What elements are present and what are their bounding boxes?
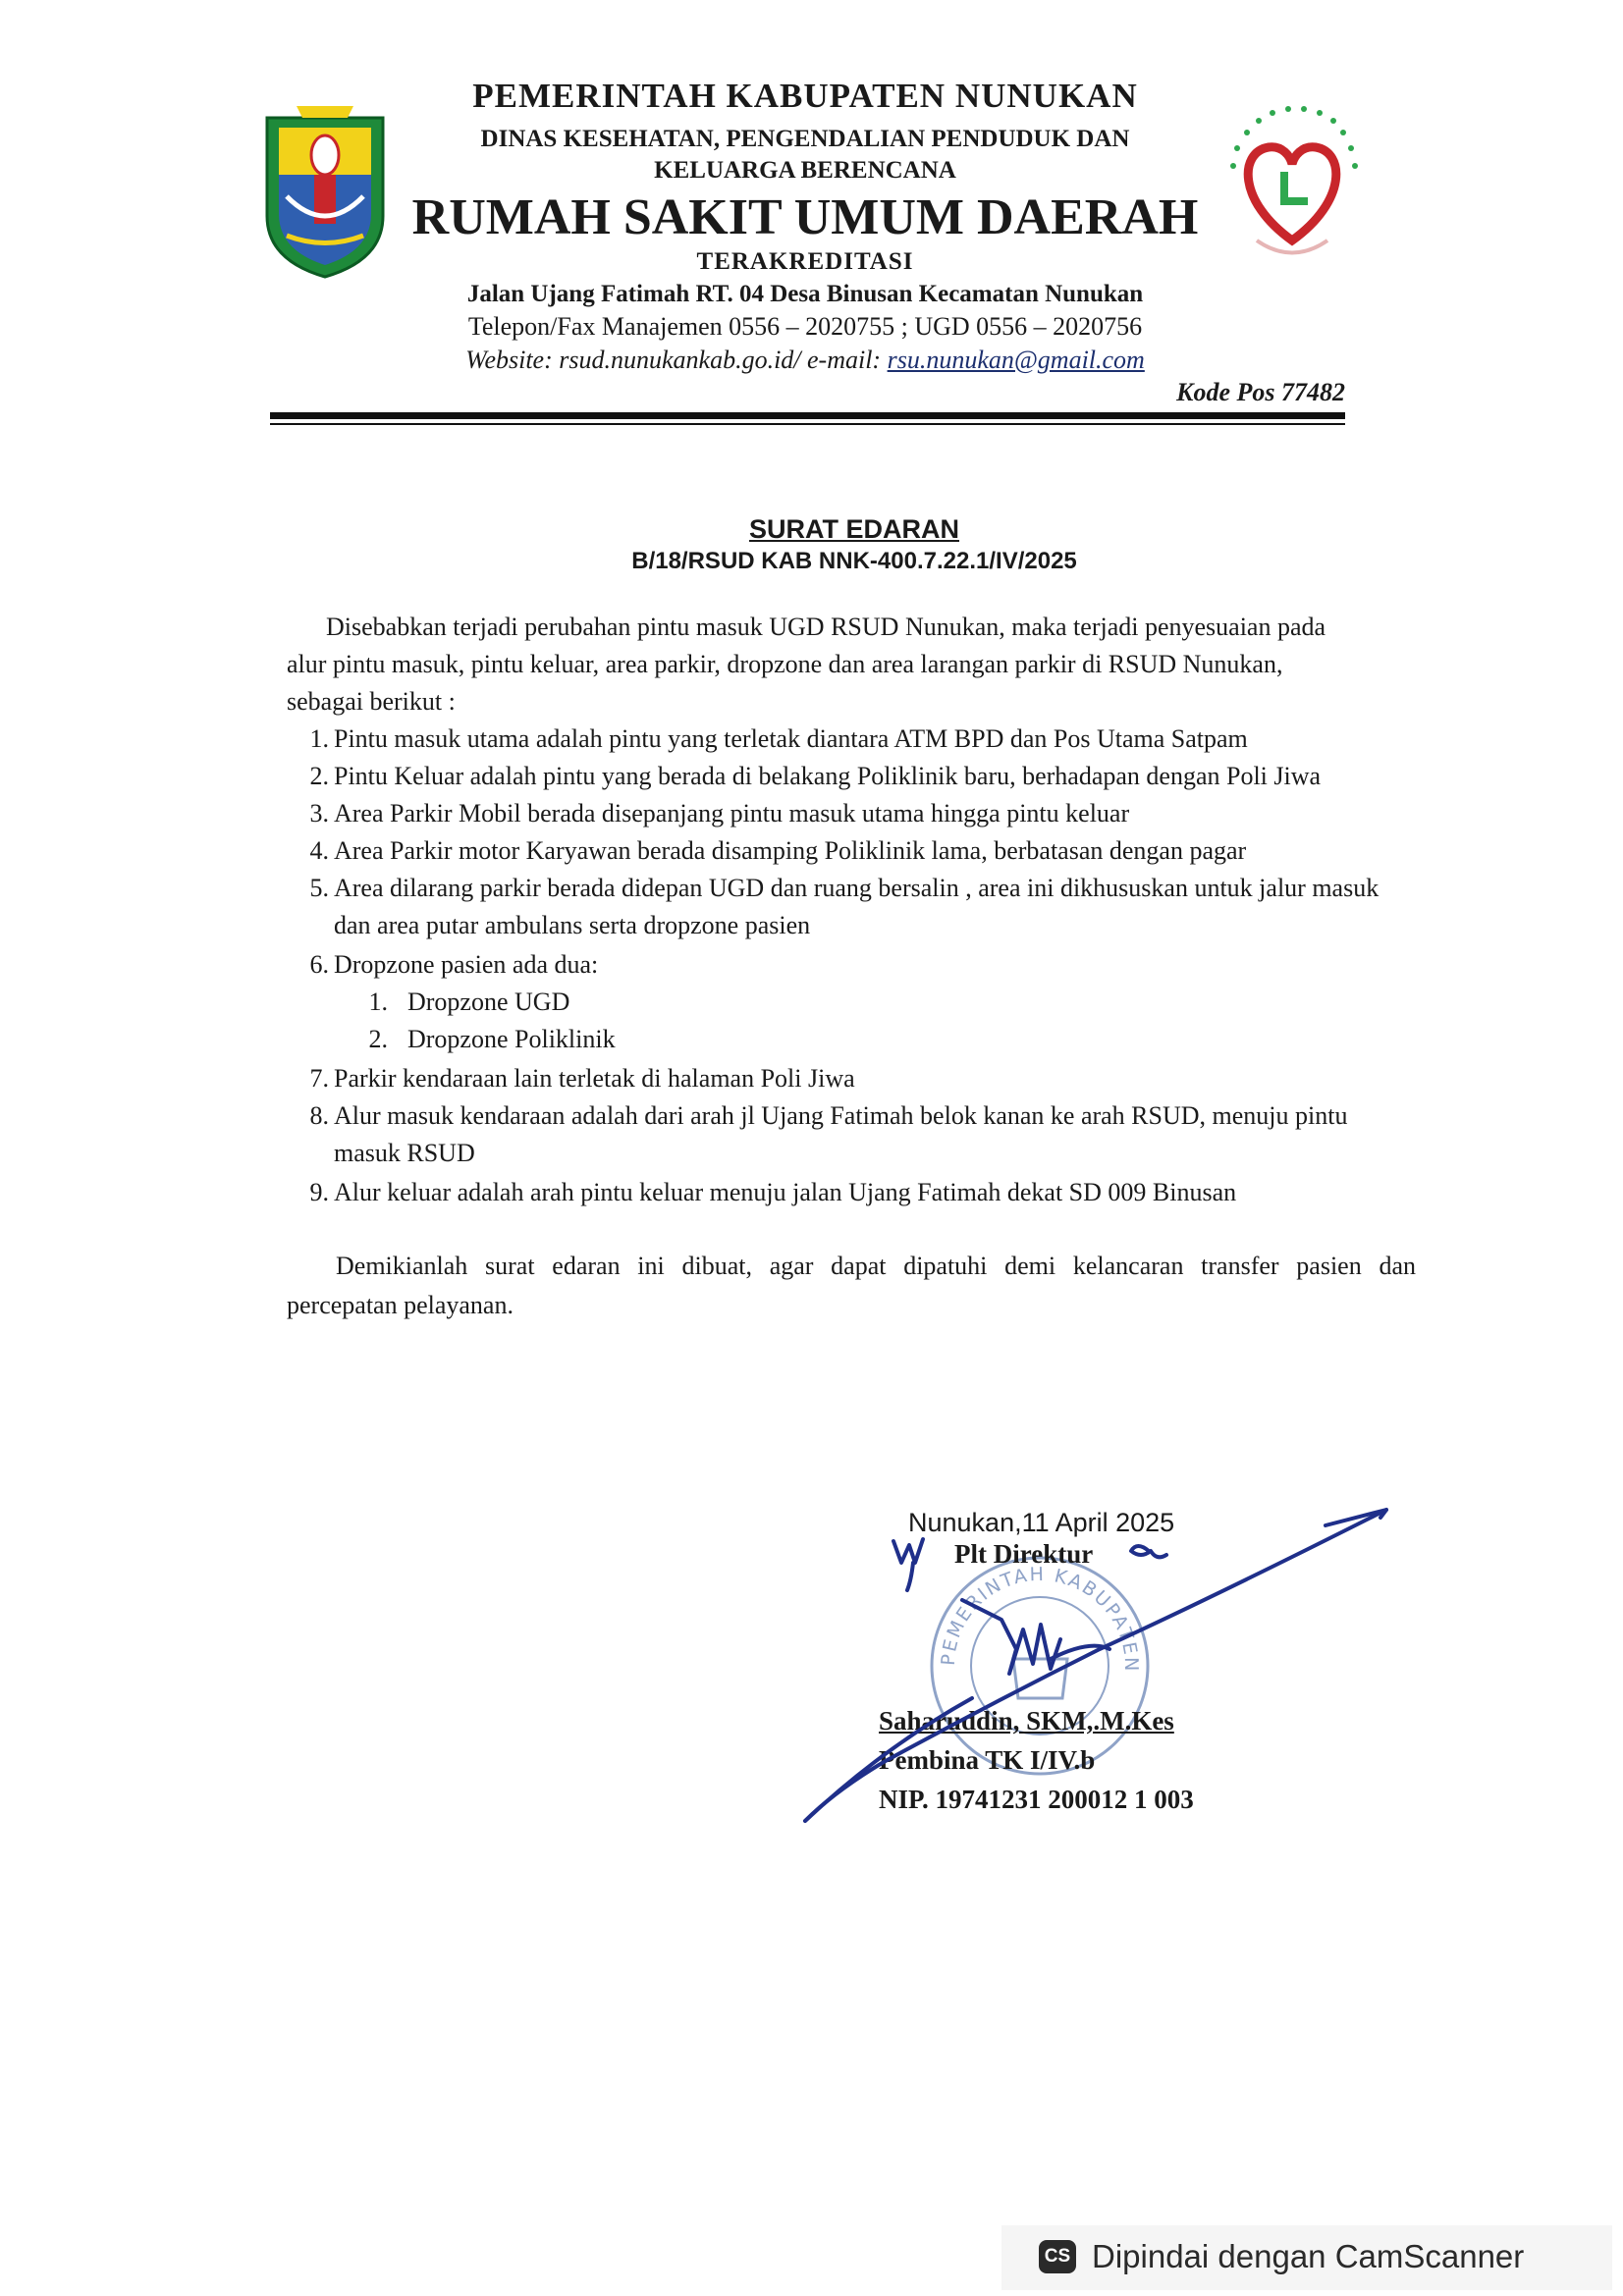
list-item-text: Area Parkir Mobil berada disepanjang pintu masuk utama hingga pintu keluar: [334, 799, 1130, 828]
list-item-text: Alur masuk kendaraan adalah dari arah jl Ujang Fatimah belok kanan ke arah RSUD, menuju pintu: [334, 1101, 1348, 1130]
list-item-text: Parkir kendaraan lain terletak di halaman Poli Jiwa: [334, 1064, 855, 1093]
signatory-rank: Pembina TK I/IV.b: [879, 1745, 1096, 1775]
list-item-text: Alur keluar adalah arah pintu keluar menuju jalan Ujang Fatimah dekat SD 009 Binusan: [334, 1178, 1237, 1206]
intro-line: alur pintu masuk, pintu keluar, area parkir, dropzone dan area larangan parkir di RSUD Nunukan,: [287, 650, 1283, 678]
list-item-number: 7.: [309, 1064, 329, 1093]
camscanner-text: Dipindai dengan CamScanner: [1092, 2238, 1525, 2274]
list-item-text: Pintu masuk utama adalah pintu yang terletak diantara ATM BPD dan Pos Utama Satpam: [334, 724, 1248, 753]
letterhead-department-line2: KELUARGA BERENCANA: [654, 157, 956, 184]
list-item-number: 5.: [309, 874, 329, 902]
sub-list-item-number: 2.: [368, 1025, 388, 1053]
list-item-number: 3.: [309, 799, 329, 828]
list-item-number: 6.: [309, 950, 329, 979]
stamp-text: PEMERINTAH KABUPATEN: [937, 1563, 1143, 1674]
list-item-text: Pintu Keluar adalah pintu yang berada di belakang Poliklinik baru, berhadapan dengan Poli Jiwa: [334, 762, 1322, 790]
letterhead-rule-thin: [270, 423, 1345, 425]
sub-list-item-number: 1.: [368, 988, 388, 1016]
list-item-number: 2.: [309, 762, 329, 790]
document-number: B/18/RSUD KAB NNK-400.7.22.1/IV/2025: [631, 548, 1077, 574]
closing-line: Demikianlah surat edaran ini dibuat, agar dapat dipatuhi demi kelancaran transfer pasien dan: [336, 1252, 1416, 1280]
website-label: Website: rsud.nunukankab.go.id/ e-mail:: [465, 346, 888, 374]
signature-place-date: Nunukan,11 April 2025: [908, 1508, 1175, 1537]
signatory-nip: NIP. 19741231 200012 1 003: [879, 1785, 1194, 1814]
email-link[interactable]: rsu.nunukan@gmail.com: [887, 346, 1145, 374]
list-item-text: Area Parkir motor Karyawan berada disamping Poliklinik lama, berbatasan dengan pagar: [334, 836, 1247, 865]
letterhead-hospital-name: RUMAH SAKIT UMUM DAERAH: [411, 189, 1199, 245]
camscanner-icon: CS: [1039, 2240, 1076, 2273]
list-item-text: masuk RSUD: [334, 1139, 475, 1167]
intro-line: sebagai berikut :: [287, 687, 456, 716]
letterhead-phone: Telepon/Fax Manajemen 0556 – 2020755 ; UGD 0556 – 2020756: [467, 312, 1143, 341]
hospital-heart-logo: [1217, 93, 1367, 272]
list-item-number: 1.: [309, 724, 329, 753]
closing-paragraph: [287, 1247, 1416, 1325]
sub-list-item-text: Dropzone Poliklinik: [407, 1025, 616, 1053]
list-item-number: 8.: [309, 1101, 329, 1130]
intro-paragraph: [287, 609, 1416, 721]
signatory-name: Saharuddin, SKM,.M.Kes: [879, 1706, 1174, 1735]
list-item-number: 9.: [309, 1178, 329, 1206]
letterhead-department-line1: DINAS KESEHATAN, PENGENDALIAN PENDUDUK DAN: [480, 126, 1130, 152]
closing-line: percepatan pelayanan.: [287, 1291, 514, 1319]
letterhead-government-name: PEMERINTAH KABUPATEN NUNUKAN: [472, 77, 1138, 115]
letterhead-website: [393, 346, 1217, 375]
list-item-text: dan area putar ambulans serta dropzone pasien: [334, 911, 811, 939]
intro-line: Disebabkan terjadi perubahan pintu masuk UGD RSUD Nunukan, maka terjadi penyesuaian pada: [326, 613, 1326, 641]
list-item-number: 4.: [309, 836, 329, 865]
list-item-text: Area dilarang parkir berada didepan UGD dan ruang bersalin , area ini dikhususkan untuk jalur masuk: [334, 874, 1380, 902]
letterhead-accreditation: TERAKREDITASI: [696, 248, 914, 275]
sub-list-item-text: Dropzone UGD: [407, 988, 570, 1016]
letterhead-postal-code: Kode Pos 77482: [1176, 378, 1345, 406]
regency-crest-logo: [257, 98, 393, 280]
letterhead-address: Jalan Ujang Fatimah RT. 04 Desa Binusan Kecamatan Nunukan: [466, 281, 1144, 307]
document-title: SURAT EDARAN: [749, 514, 959, 544]
signature-position: Plt Direktur: [954, 1539, 1094, 1569]
handwritten-signature: [766, 1502, 1394, 1836]
camscanner-watermark: [1001, 2225, 1612, 2290]
list-item-text: Dropzone pasien ada dua:: [334, 950, 599, 979]
letterhead-rule-thick: [270, 412, 1345, 419]
